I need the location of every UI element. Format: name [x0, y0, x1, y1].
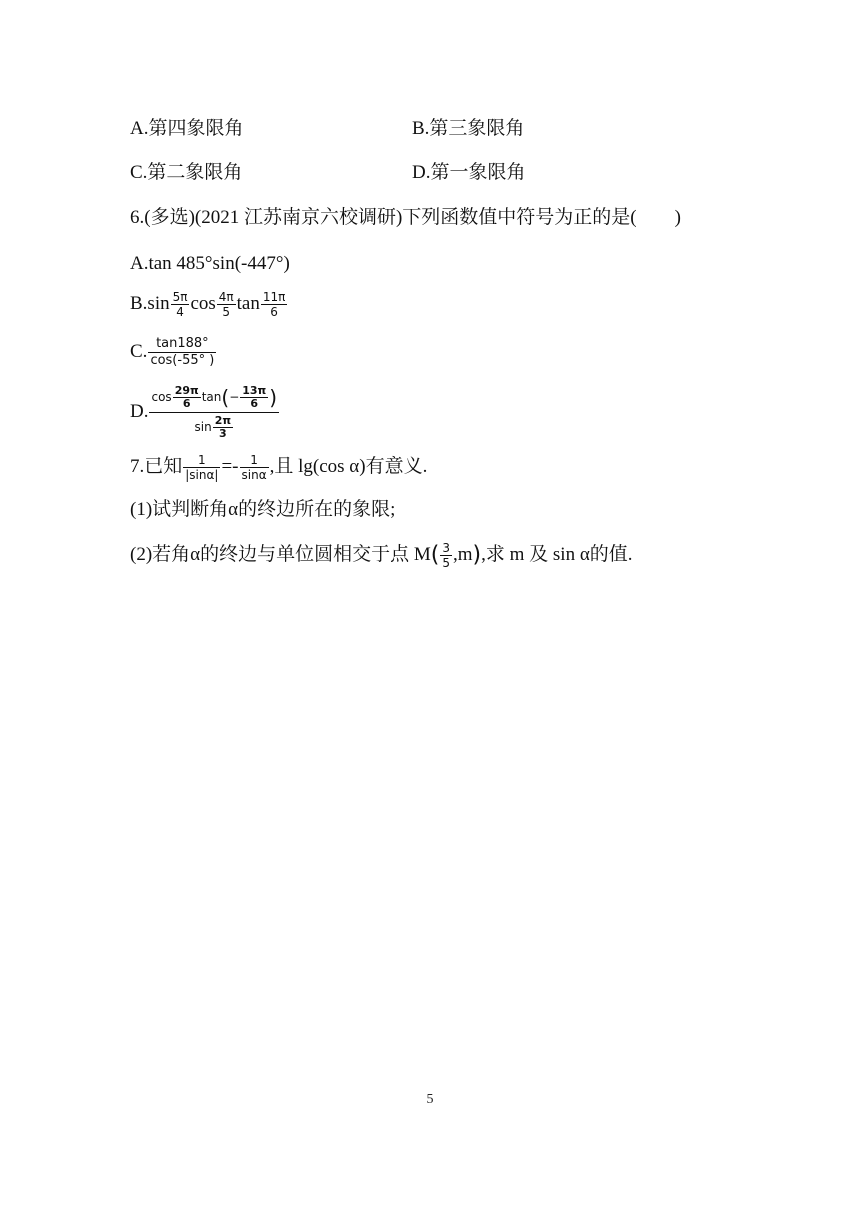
page-number: 5	[426, 1092, 434, 1107]
q5-option-d: D.第一象限角	[412, 162, 526, 183]
q5-option-a: A.第四象限角	[130, 118, 244, 139]
numerator: 1	[250, 453, 258, 467]
denominator: |sinα|	[185, 468, 219, 482]
denominator: 3	[213, 427, 233, 440]
q6-option-b	[130, 290, 288, 319]
fraction	[261, 290, 288, 319]
q7-suffix: ,且 lg(cos α)有意义.	[269, 455, 428, 477]
numerator: tan188°	[156, 336, 209, 351]
numerator	[149, 385, 279, 412]
denominator: sinα	[241, 468, 267, 482]
numerator: 11π	[262, 290, 286, 304]
denominator: 6	[240, 397, 268, 410]
fraction	[173, 385, 201, 410]
q7-eq: =-	[221, 455, 239, 477]
denominator: 4	[171, 304, 190, 319]
denominator: 5	[442, 556, 450, 570]
numerator: 4π	[218, 290, 234, 304]
fraction	[440, 541, 452, 570]
q6-b-cos: cos	[190, 292, 216, 314]
denominator	[149, 412, 279, 440]
q7-part2-prefix: (2)若角α的终边与单位圆相交于点 M	[130, 543, 431, 565]
d-sin: sin	[194, 420, 212, 434]
q6-c-label: C.	[130, 340, 148, 362]
d-tan: tan	[201, 390, 222, 404]
right-paren: )	[472, 542, 482, 568]
q6-b-tan: tan	[236, 292, 260, 314]
d-cos: cos	[151, 390, 172, 404]
numerator: 3	[442, 541, 450, 555]
fraction	[240, 385, 268, 410]
q7-part2-suffix: ,求 m 及 sin α的值.	[481, 543, 633, 565]
q6-option-a: A.tan 485°sin(-447°)	[130, 253, 290, 274]
numerator: 5π	[172, 290, 188, 304]
numerator: 2π	[214, 414, 232, 427]
left-paren: (	[221, 385, 230, 410]
fraction	[183, 453, 220, 482]
q7-prefix: 7.已知	[130, 455, 183, 477]
fraction	[149, 385, 279, 440]
fraction	[148, 336, 216, 369]
numerator: 13π	[242, 384, 267, 397]
denominator: 6	[173, 397, 201, 410]
q7-stem	[130, 453, 427, 482]
fraction	[213, 415, 233, 440]
numerator: 29π	[174, 384, 199, 397]
fraction	[171, 290, 190, 319]
q5-option-c: C.第二象限角	[130, 162, 243, 183]
q6-stem: 6.(多选)(2021 江苏南京六校调研)下列函数值中符号为正的是( )	[130, 207, 681, 228]
numerator: 1	[198, 453, 206, 467]
right-paren: )	[269, 385, 278, 410]
left-paren: (	[430, 542, 440, 568]
q6-option-c	[130, 336, 217, 369]
q7-m-rest: ,m	[453, 543, 473, 565]
q6-b-label: B.sin	[130, 292, 170, 314]
q7-part2	[130, 541, 633, 570]
denominator: 5	[217, 304, 236, 319]
q7-part1: (1)试判断角α的终边所在的象限;	[130, 499, 396, 520]
fraction	[240, 453, 269, 482]
denominator: 6	[261, 304, 288, 319]
d-minus: −	[229, 390, 240, 404]
q6-option-d	[130, 385, 280, 440]
q5-option-b: B.第三象限角	[412, 118, 525, 139]
denominator: cos(-55° )	[150, 353, 215, 368]
fraction	[217, 290, 236, 319]
q6-d-label: D.	[130, 400, 149, 422]
